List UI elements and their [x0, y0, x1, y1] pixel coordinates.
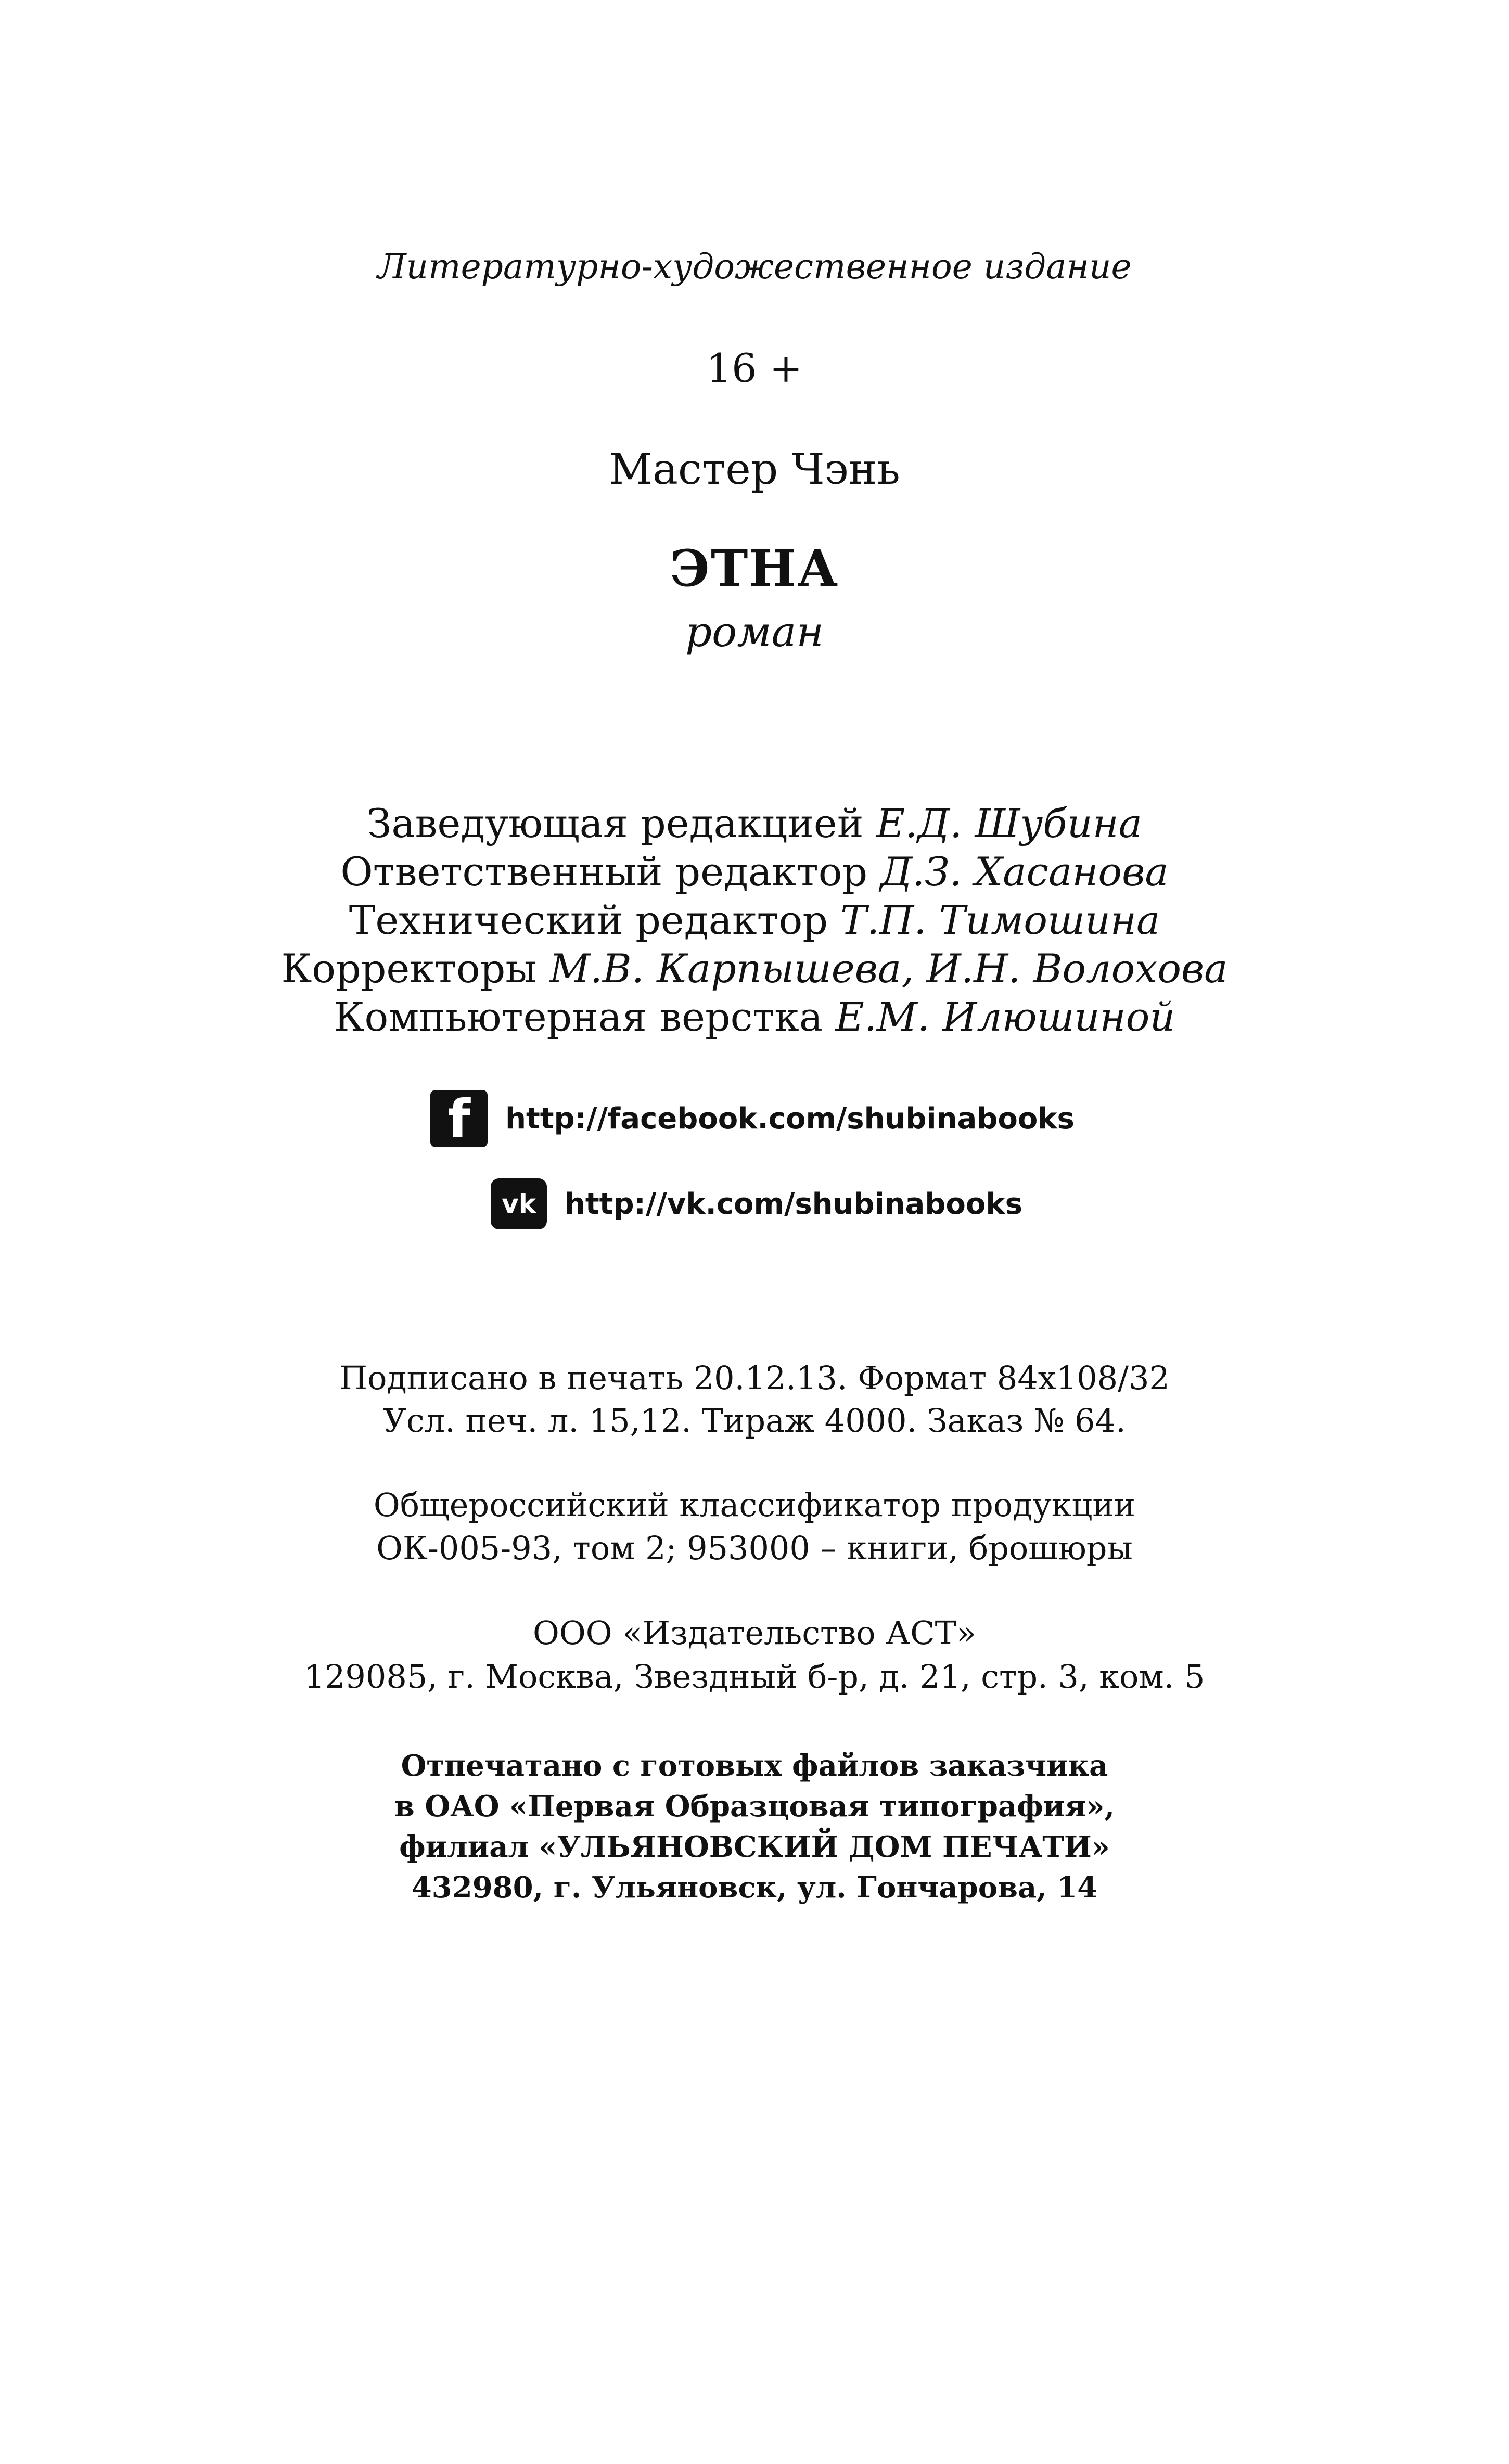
- edition-type: Литературно-художественное издание: [377, 247, 1132, 287]
- publisher-line: ООО «Издательство АСТ»: [533, 1614, 976, 1652]
- credits-block: [0, 800, 1509, 1046]
- facebook-link[interactable]: [0, 1090, 1507, 1147]
- credit-role: Ответственный редактор: [340, 849, 868, 895]
- printer-line: филиал «УЛЬЯНОВСКИЙ ДОМ ПЕЧАТИ»: [399, 1830, 1110, 1864]
- age-rating: 16 +: [706, 345, 803, 391]
- credit-name: Т.П. Тимошина: [840, 897, 1160, 943]
- credit-name: Е.Д. Шубина: [876, 800, 1142, 846]
- credit-role: Компьютерная верстка: [334, 994, 823, 1040]
- printer-line: Отпечатано с готовых файлов заказчика: [401, 1749, 1108, 1783]
- credit-name: М.В. Карпышева, И.Н. Волохова: [549, 945, 1228, 992]
- book-genre: роман: [685, 608, 824, 656]
- book-title: ЭТНА: [670, 539, 839, 598]
- classifier-line: ОК-005-93, том 2; 953000 – книги, брошюры: [376, 1529, 1133, 1567]
- vk-link[interactable]: [2, 1178, 1509, 1229]
- classifier-line: Общероссийский классификатор продукции: [373, 1486, 1136, 1524]
- vk-url[interactable]: http://vk.com/shubinabooks: [565, 1187, 1022, 1221]
- credit-row: [0, 800, 1509, 852]
- credit-row: [0, 945, 1509, 997]
- credit-role: Корректоры: [281, 945, 537, 992]
- printer-line: в ОАО «Первая Образцовая типография»,: [394, 1789, 1115, 1824]
- print-info-line: Подписано в печать 20.12.13. Формат 84x108/32: [339, 1359, 1170, 1397]
- credit-name: Е.М. Илюшиной: [835, 994, 1175, 1040]
- credit-row: [0, 897, 1509, 949]
- credit-row: [0, 849, 1509, 901]
- facebook-icon: f: [430, 1090, 488, 1147]
- facebook-url[interactable]: http://facebook.com/shubinabooks: [505, 1101, 1075, 1136]
- credit-row: [0, 994, 1509, 1046]
- author-name: Мастер Чэнь: [609, 445, 900, 494]
- credit-role: Заведующая редакцией: [366, 800, 864, 846]
- vk-icon: vk: [491, 1178, 547, 1229]
- publisher-address: 129085, г. Москва, Звездный б-р, д. 21, стр. 3, ком. 5: [304, 1658, 1205, 1696]
- credit-name: Д.З. Хасанова: [880, 849, 1169, 895]
- credit-role: Технический редактор: [349, 897, 828, 943]
- print-info-line: Усл. печ. л. 15,12. Тираж 4000. Заказ № 64.: [383, 1402, 1126, 1440]
- printer-address: 432980, г. Ульяновск, ул. Гончарова, 14: [411, 1870, 1098, 1905]
